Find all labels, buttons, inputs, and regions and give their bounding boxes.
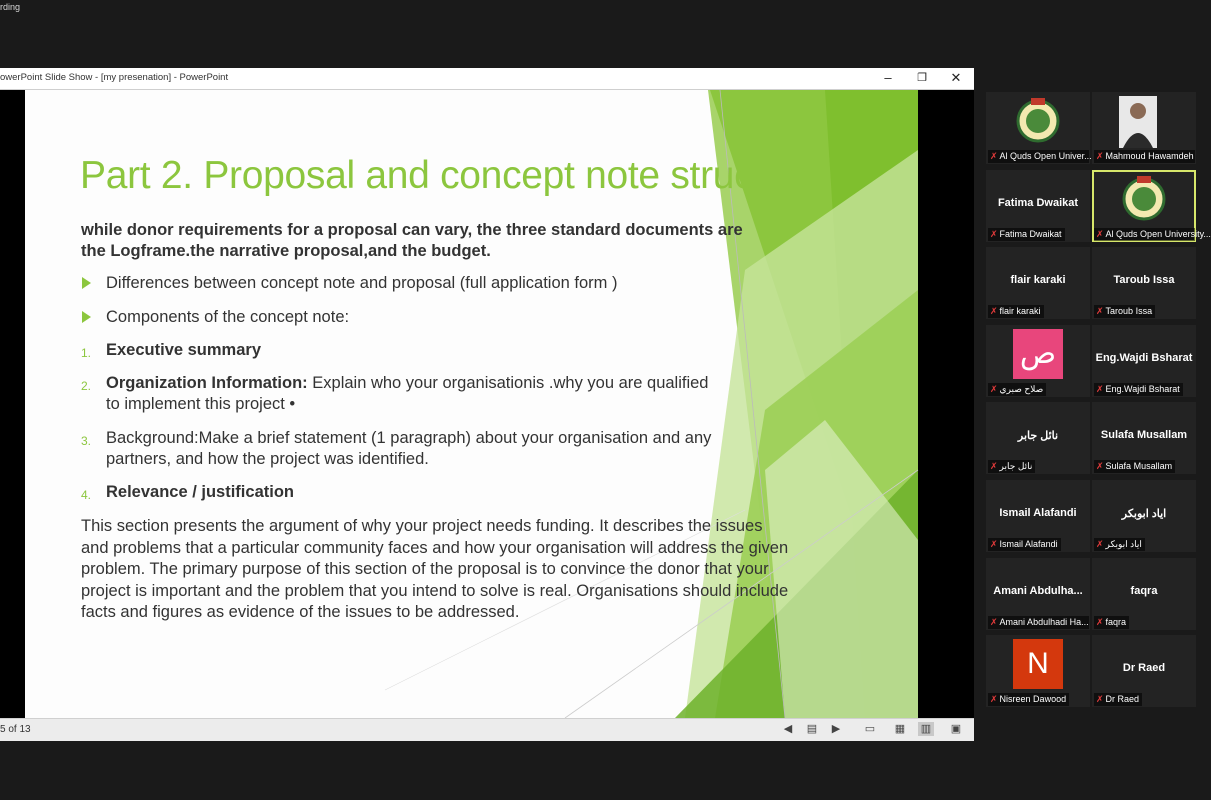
participant-name: Amani Abdulhadi Ha...	[999, 617, 1089, 627]
participant-name: Dr Raed	[1105, 694, 1140, 704]
participant-name-label	[988, 693, 1069, 706]
bullet-text: Differences between concept note and proposal (full application form )	[106, 274, 618, 292]
list-number: 4.	[81, 488, 92, 502]
participant-name-label	[1094, 693, 1142, 706]
powerpoint-window	[0, 68, 974, 740]
participant-name-label	[1094, 538, 1145, 551]
participant-name-label	[1094, 150, 1195, 163]
participant-name-label	[1094, 305, 1155, 318]
participant-display-name: faqra	[1130, 585, 1158, 597]
list-text: Background:Make a brief statement (1 paragraph) about your organisation and any partners, and how the project was identified.	[106, 429, 712, 468]
next-slide-icon[interactable]: ▶	[831, 723, 841, 735]
list-text: Executive summary	[106, 341, 262, 359]
close-button[interactable]: ✕	[950, 70, 962, 85]
participant-display-name: Fatima Dwaikat	[997, 197, 1079, 209]
participant-photo-icon	[1119, 96, 1157, 148]
recording-label: rding	[0, 2, 21, 12]
muted-mic-icon: ✗	[990, 384, 998, 394]
participant-name-label	[1094, 383, 1183, 396]
list-text-rest: Explain who your organisationis .why you are qualified to implement this project •	[106, 374, 709, 413]
participant-name-label	[988, 538, 1061, 551]
participant-name-label	[988, 305, 1044, 318]
participant-name: Ismail Alafandi	[999, 539, 1058, 549]
muted-mic-icon: ✗	[990, 617, 998, 627]
participant-initial-avatar: ص	[1013, 329, 1063, 379]
participant-tile[interactable]	[1092, 558, 1196, 630]
muted-mic-icon: ✗	[990, 461, 998, 471]
participant-tile[interactable]	[986, 247, 1090, 319]
muted-mic-icon: ✗	[990, 229, 998, 239]
restore-button[interactable]: ❐	[917, 72, 927, 84]
participant-display-name: Dr Raed	[1122, 662, 1166, 674]
slide-area	[0, 90, 974, 718]
participant-tile[interactable]	[986, 402, 1090, 474]
window-titlebar	[0, 68, 974, 90]
muted-mic-icon: ✗	[1096, 229, 1104, 239]
participant-tile[interactable]	[986, 92, 1090, 164]
list-text-bold: Organization Information:	[106, 374, 308, 392]
participant-name: faqra	[1105, 617, 1127, 627]
participant-name-label	[1094, 616, 1129, 629]
participant-tile[interactable]	[986, 635, 1090, 707]
minimize-button[interactable]: –	[884, 70, 892, 85]
participant-name: Nisreen Dawood	[999, 694, 1067, 704]
muted-mic-icon: ✗	[1096, 384, 1104, 394]
participant-name: Sulafa Musallam	[1105, 461, 1173, 471]
participant-tile[interactable]	[1092, 170, 1211, 242]
participant-name-label	[988, 150, 1092, 163]
normal-view-icon[interactable]: ▭	[864, 723, 876, 735]
participant-tile[interactable]	[1092, 325, 1196, 397]
slide-paragraph: This section presents the argument of why your project needs funding. It describes the issues and problems that a particular community faces and how your organisation will address the given problem. The primary purpose of this section of the proposal is to convince the donor that your project is important and the problem that you intend to solve is real. Organisations should include facts and figures as evidence of the issues to be addressed.	[81, 517, 789, 621]
participant-tile[interactable]	[1092, 92, 1196, 164]
slide-sorter-icon[interactable]: ▤	[806, 723, 818, 735]
participant-display-name: flair karaki	[1010, 274, 1066, 286]
participant-name-label	[1094, 460, 1175, 473]
muted-mic-icon: ✗	[990, 539, 998, 549]
reading-view-icon[interactable]: ▥	[918, 722, 934, 736]
participant-display-name: Amani Abdulha...	[993, 585, 1083, 597]
bullet-text: Components of the concept note:	[106, 308, 350, 326]
slide-counter: 5 of 13	[0, 724, 31, 735]
window-title: owerPoint Slide Show - [my presenation] - PowerPoint	[0, 72, 229, 83]
participant-tile[interactable]	[1092, 480, 1196, 552]
muted-mic-icon: ✗	[1096, 306, 1104, 316]
previous-slide-icon[interactable]: ◀	[783, 723, 793, 735]
participant-name: نائل جابر	[999, 461, 1033, 471]
participant-name: Eng.Wajdi Bsharat	[1105, 384, 1180, 394]
muted-mic-icon: ✗	[1096, 694, 1104, 704]
slideshow-icon[interactable]: ▣	[950, 723, 962, 735]
participant-display-name: Sulafa Musallam	[1100, 429, 1188, 441]
muted-mic-icon: ✗	[990, 151, 998, 161]
muted-mic-icon: ✗	[1096, 461, 1104, 471]
participant-display-name: Taroub Issa	[1113, 274, 1175, 286]
participant-tile[interactable]	[1092, 635, 1196, 707]
participant-name: Taroub Issa	[1105, 306, 1153, 316]
participant-tile[interactable]	[986, 325, 1090, 397]
university-logo-icon	[1011, 96, 1065, 142]
participant-name: flair karaki	[999, 306, 1041, 316]
participant-name: صلاح صبري	[999, 384, 1044, 394]
participant-name-label	[988, 616, 1089, 629]
participant-name: اياد ابوبكر	[1105, 539, 1142, 549]
participant-display-name: اياد ابوبكر	[1121, 508, 1167, 520]
participant-tile[interactable]	[1092, 247, 1196, 319]
list-text: Relevance / justification	[106, 483, 294, 501]
participant-name-label	[1094, 228, 1211, 241]
list-number: 1.	[81, 346, 92, 360]
participant-tile[interactable]	[1092, 402, 1196, 474]
participant-initial-avatar: N	[1013, 639, 1063, 689]
participant-display-name: نائل جابر	[1017, 430, 1059, 442]
grid-view-icon[interactable]: ▦	[894, 723, 906, 735]
muted-mic-icon: ✗	[990, 694, 998, 704]
participant-tile[interactable]	[986, 480, 1090, 552]
university-logo-icon	[1117, 174, 1171, 220]
muted-mic-icon: ✗	[1096, 539, 1104, 549]
list-text	[106, 373, 726, 415]
participant-name: Al Quds Open University...	[1105, 229, 1211, 239]
list-number: 3.	[81, 434, 92, 448]
muted-mic-icon: ✗	[1096, 151, 1104, 161]
participant-name-label	[988, 383, 1046, 396]
status-bar	[0, 718, 974, 741]
muted-mic-icon: ✗	[990, 306, 998, 316]
participant-name: Al Quds Open Univer...	[999, 151, 1092, 161]
muted-mic-icon: ✗	[1096, 617, 1104, 627]
participant-display-name: Eng.Wajdi Bsharat	[1095, 352, 1193, 364]
slide-intro: while donor requirements for a proposal can vary, the three standard documents are the Logframe.the narrative proposal,and the budget.	[81, 221, 743, 260]
participant-tile[interactable]	[986, 170, 1090, 242]
participant-name-label	[988, 228, 1065, 241]
list-number: 2.	[81, 379, 92, 393]
participant-name: Mahmoud Hawamdeh	[1105, 151, 1194, 161]
participant-display-name: Ismail Alafandi	[999, 507, 1077, 519]
participant-name: Fatima Dwaikat	[999, 229, 1062, 239]
bullet-arrow-icon	[82, 311, 91, 323]
slide-title: Part 2. Proposal and concept note structure	[80, 154, 820, 197]
participant-tile[interactable]	[986, 558, 1090, 630]
slide[interactable]	[25, 90, 918, 718]
participant-name-label	[988, 460, 1035, 473]
bullet-arrow-icon	[82, 277, 91, 289]
